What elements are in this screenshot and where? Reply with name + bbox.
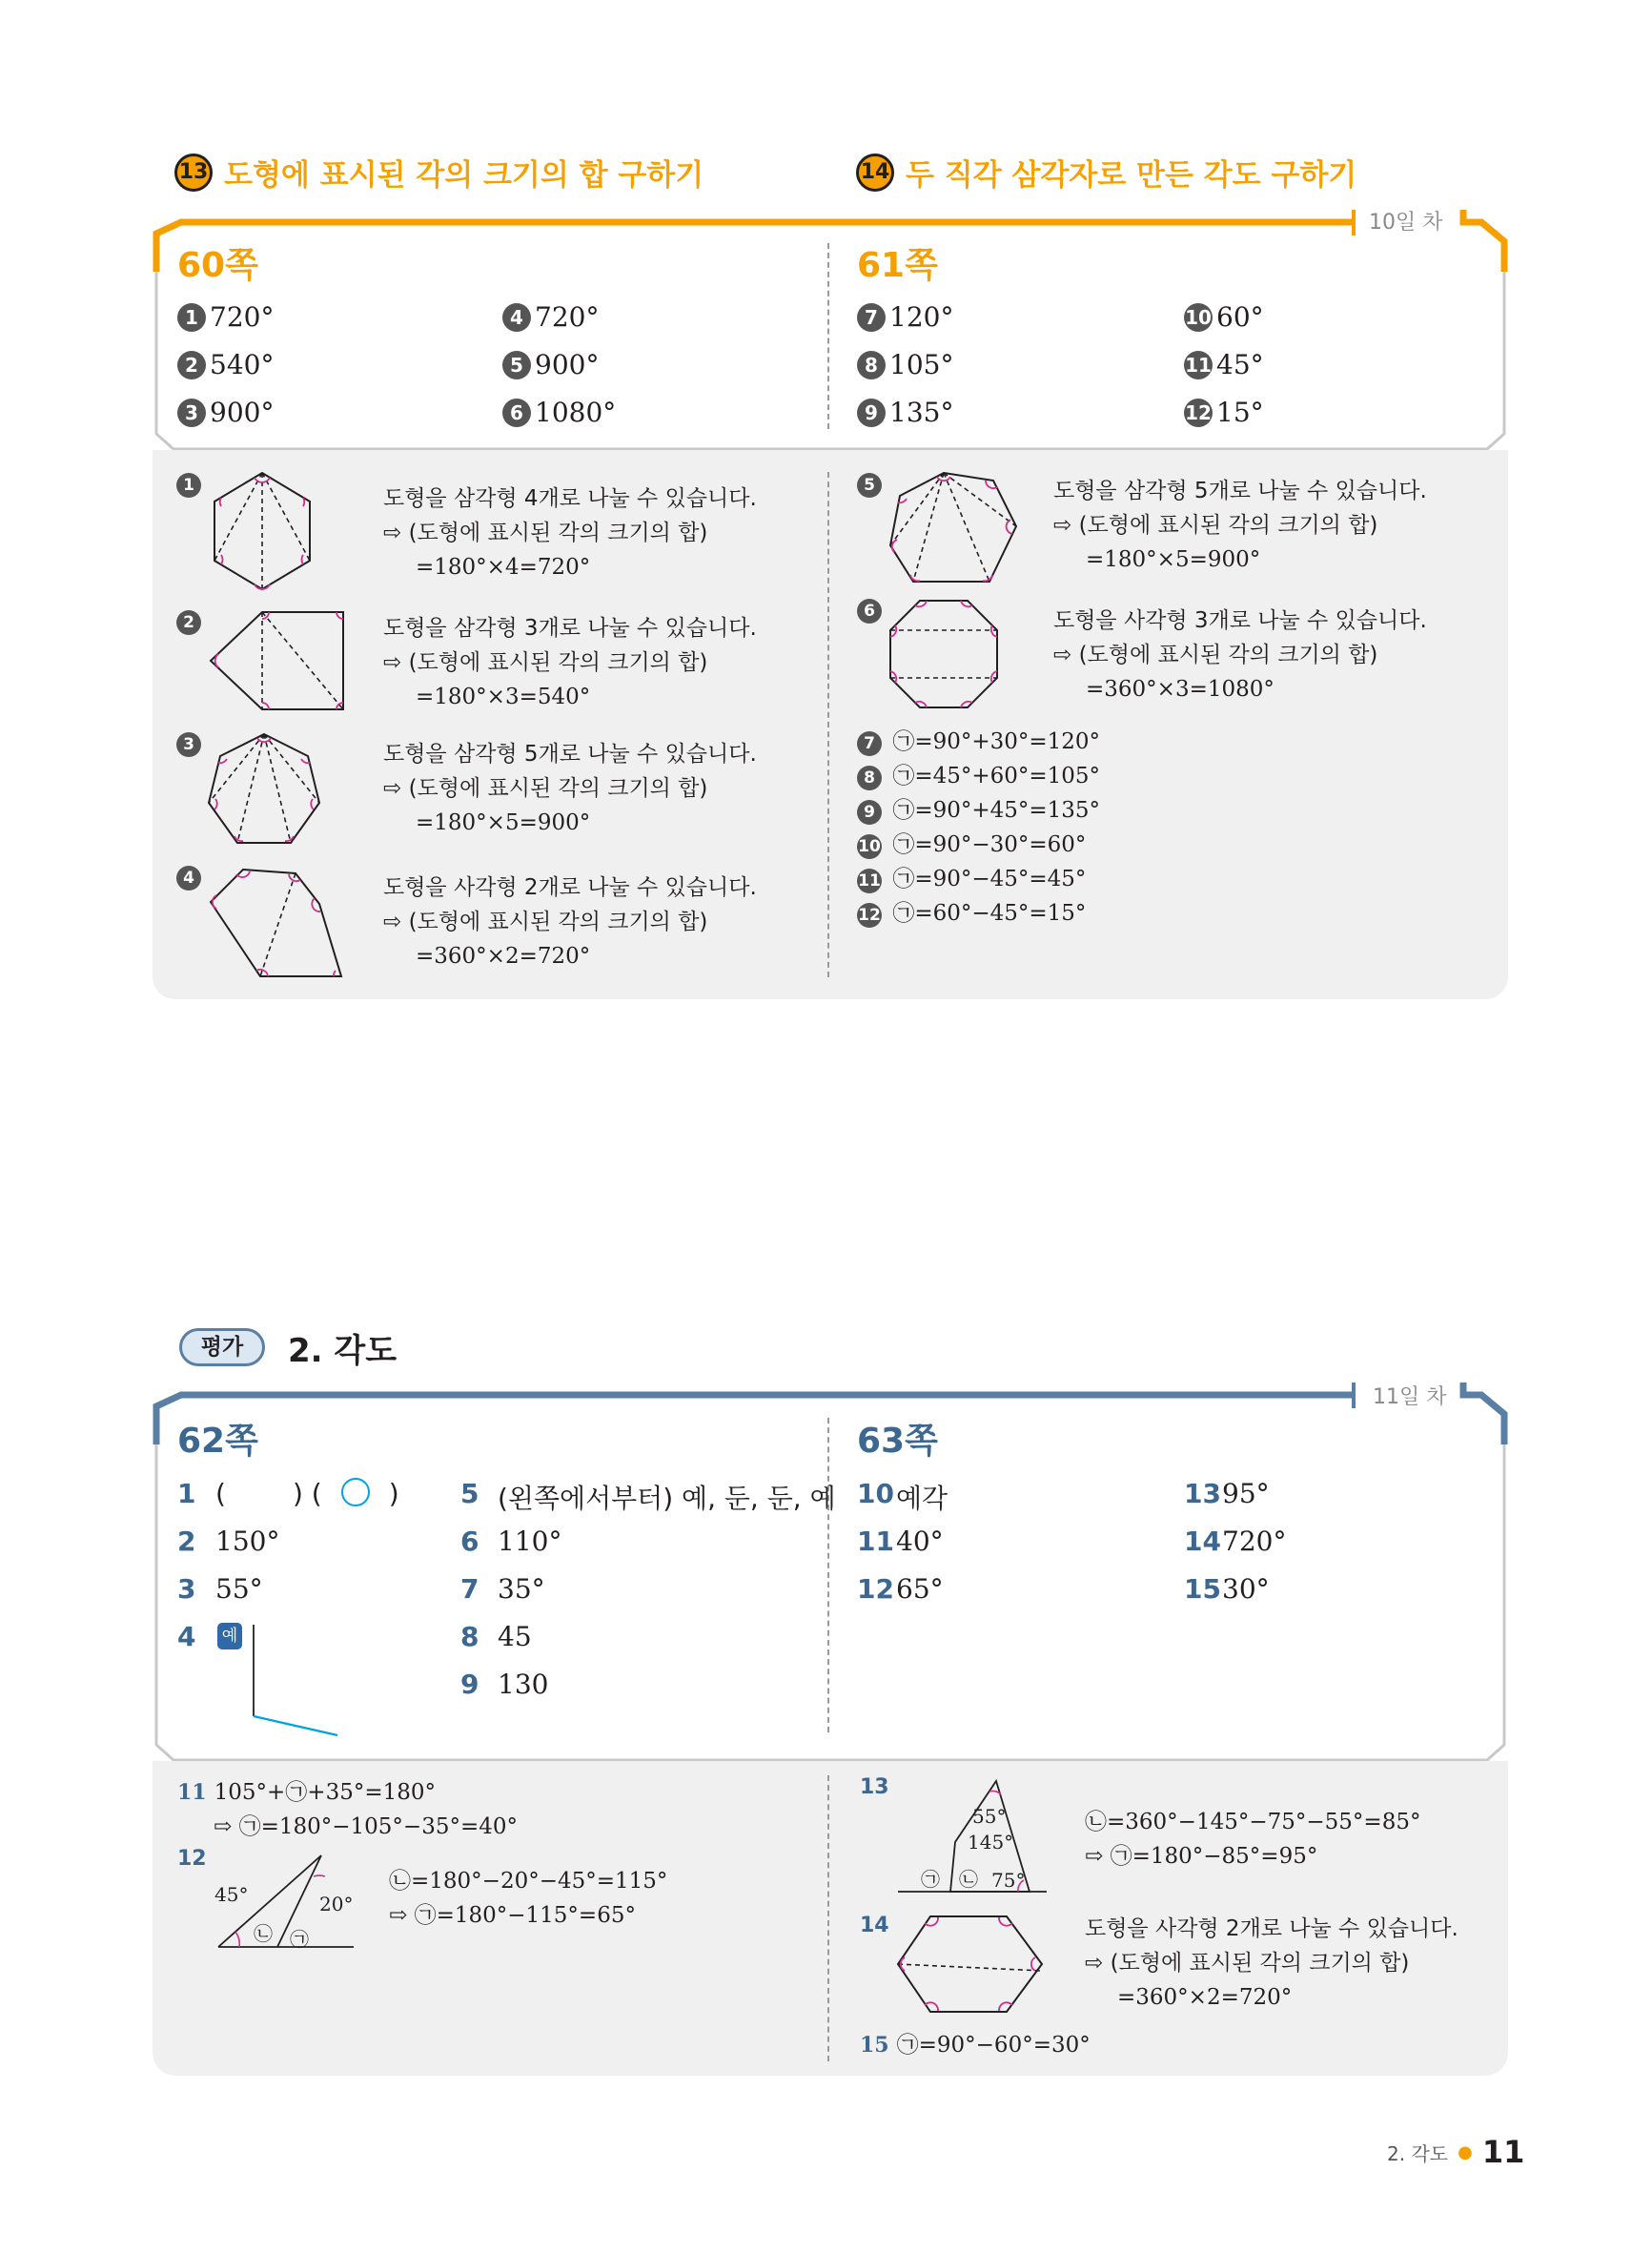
- calc-12: [857, 896, 1100, 931]
- q5-number: 5: [460, 1478, 479, 1509]
- q13-answer: 95°: [1222, 1478, 1270, 1509]
- exp-line: ㉡=180°−20°−45°=115°: [389, 1869, 668, 1894]
- exp-number-3: 3: [176, 732, 201, 757]
- exp-6-text: [1053, 604, 1427, 707]
- exp-2-text: [383, 611, 757, 714]
- q13-number: 13: [1184, 1478, 1221, 1509]
- answer-8: [857, 349, 953, 380]
- exp-line: ⇨ ㉠=180°−85°=95°: [1085, 1844, 1318, 1869]
- calc-11: [857, 862, 1100, 896]
- q12-number: 12: [857, 1573, 894, 1605]
- example-tag: 예: [217, 1623, 242, 1649]
- footer-dot: ●: [1458, 2141, 1473, 2162]
- answer-6: [502, 397, 616, 428]
- calc-text: ㉠=90°−45°=45°: [892, 867, 1087, 891]
- page-61-label: 61쪽: [857, 246, 938, 285]
- symbol-nieun-13: ㉡: [959, 1868, 978, 1891]
- exp-line: 도형을 사각형 3개로 나눌 수 있습니다.: [1053, 608, 1427, 633]
- exp-line: =180°×4=720°: [416, 555, 591, 580]
- calc-number: 7: [857, 731, 882, 756]
- day-tag-10: 10일 차: [1369, 211, 1443, 235]
- answer-divider: [827, 243, 829, 429]
- page-63-label: 63쪽: [857, 1422, 938, 1461]
- q6-answer: 110°: [498, 1526, 562, 1557]
- answer-number: 12: [1184, 399, 1213, 427]
- exp-line: =180°×5=900°: [416, 810, 591, 835]
- circle-mark: [341, 1478, 370, 1506]
- calc-number: 8: [857, 766, 882, 790]
- exp-line: =180°×3=540°: [416, 685, 591, 709]
- answer-number: 9: [857, 399, 886, 427]
- angle-145-label: 145°: [968, 1831, 1014, 1854]
- exp-line: 105°+㉠+35°=180°: [214, 1780, 437, 1805]
- exp-line: =180°×5=900°: [1086, 547, 1261, 572]
- paren: (: [215, 1478, 226, 1509]
- exp-number-2: 2: [176, 610, 201, 635]
- figure-irregular-hexagon: [205, 864, 348, 980]
- exp-number: 15: [860, 2033, 889, 2058]
- eval-badge: 평가: [179, 1328, 265, 1366]
- q8-number: 8: [460, 1621, 479, 1652]
- answer-value: 135°: [889, 397, 954, 428]
- exp-number: 11: [177, 1780, 207, 1805]
- exp-line: =360°×2=720°: [1117, 1985, 1293, 2010]
- section-14-title: 두 직각 삼각자로 만든 각도 구하기: [906, 158, 1357, 193]
- figure-heptagon-2: [887, 469, 1020, 588]
- exp-line: ⇨ (도형에 표시된 각의 크기의 합): [383, 521, 708, 545]
- answer-box-frame-orange: [143, 205, 1516, 453]
- exp-12-number: 12: [177, 1847, 207, 1871]
- answer-value: 720°: [535, 301, 600, 333]
- eval-answer-divider: [827, 1418, 829, 1732]
- q9-answer: 130: [498, 1669, 549, 1700]
- q15-answer: 30°: [1222, 1573, 1270, 1605]
- exp-1-text: [383, 481, 757, 584]
- exp-11: [177, 1775, 518, 1844]
- calc-number: 10: [857, 834, 882, 859]
- answer-number: 4: [502, 303, 531, 332]
- calc-text: ㉠=90°+45°=135°: [892, 798, 1101, 823]
- calc-7: [857, 725, 1100, 759]
- answer-9: [857, 397, 953, 428]
- section-13-header: [174, 151, 704, 194]
- exp-12-text: [389, 1864, 667, 1933]
- page-60-label: 60쪽: [177, 246, 258, 285]
- exp-line: ㉠=90°−60°=30°: [896, 2033, 1091, 2058]
- footer: [1387, 2134, 1524, 2170]
- q14-answer: 720°: [1222, 1526, 1287, 1557]
- angle-20-label: 20°: [319, 1893, 354, 1915]
- section-13-title: 도형에 표시된 각의 크기의 합 구하기: [224, 158, 704, 193]
- eval-explanation-divider: [827, 1775, 829, 2061]
- answer-number: 6: [502, 399, 531, 427]
- answer-value: 540°: [210, 349, 275, 380]
- figure-heptagon: [205, 730, 324, 850]
- figure-hexagon-14: [894, 1912, 1047, 2017]
- exp-number-1: 1: [176, 473, 201, 498]
- exp-number-6: 6: [857, 599, 882, 624]
- answer-value: 120°: [889, 301, 954, 333]
- exp-line: 도형을 삼각형 3개로 나눌 수 있습니다.: [383, 616, 757, 641]
- exp-line: ㉡=360°−145°−75°−55°=85°: [1085, 1810, 1421, 1834]
- exp-line: ⇨ ㉠=180°−115°=65°: [389, 1903, 636, 1928]
- exp-line: ⇨ (도형에 표시된 각의 크기의 합): [1053, 643, 1378, 667]
- q9-number: 9: [460, 1669, 479, 1700]
- q1-answer: [215, 1478, 399, 1509]
- answer-value: 105°: [889, 349, 954, 380]
- answer-box-frame-blue: [143, 1378, 1516, 1764]
- exp-line: 도형을 삼각형 4개로 나눌 수 있습니다.: [383, 486, 757, 511]
- exp-line: 도형을 사각형 2개로 나눌 수 있습니다.: [383, 875, 757, 900]
- q6-number: 6: [460, 1526, 479, 1557]
- calc-text: ㉠=45°+60°=105°: [892, 764, 1101, 789]
- exp-line: ⇨ (도형에 표시된 각의 크기의 합): [383, 650, 708, 675]
- answer-number: 7: [857, 303, 886, 332]
- answer-value: 900°: [210, 397, 275, 428]
- q14-number: 14: [1184, 1526, 1221, 1557]
- exp-number-5: 5: [857, 473, 882, 498]
- answer-10: [1184, 301, 1264, 333]
- exp-line: 도형을 삼각형 5개로 나눌 수 있습니다.: [1053, 479, 1427, 503]
- exp-line: ⇨ (도형에 표시된 각의 크기의 합): [1085, 1951, 1410, 1976]
- q12-answer: 65°: [896, 1573, 944, 1605]
- exp-line: =360°×3=1080°: [1086, 677, 1275, 702]
- exp-line: ⇨ (도형에 표시된 각의 크기의 합): [383, 910, 708, 934]
- exp-line: ⇨ (도형에 표시된 각의 크기의 합): [1053, 513, 1378, 538]
- calc-text: ㉠=90°+30°=120°: [892, 729, 1101, 754]
- answer-value: 45°: [1216, 349, 1264, 380]
- figure-octagon: [887, 597, 1001, 711]
- answer-1: [177, 301, 274, 333]
- footer-page-number: 11: [1481, 2134, 1525, 2170]
- answer-value: 900°: [535, 349, 600, 380]
- calc-text: ㉠=60°−45°=15°: [892, 901, 1087, 926]
- answer-number: 1: [177, 303, 206, 332]
- calc-text: ㉠=90°−30°=60°: [892, 832, 1087, 857]
- explanation-divider: [827, 472, 829, 977]
- section-14-badge: 14: [856, 154, 894, 192]
- exp-line: =360°×2=720°: [416, 944, 591, 969]
- answer-12: [1184, 397, 1264, 428]
- answer-2: [177, 349, 274, 380]
- q5-answer: (왼쪽에서부터) 예, 둔, 둔, 예: [498, 1483, 836, 1514]
- paren: ): [388, 1478, 399, 1509]
- section-14-header: [856, 151, 1356, 194]
- symbol-nieun: ㉡: [254, 1922, 273, 1945]
- exp-15: [860, 2027, 1091, 2058]
- answer-number: 5: [502, 351, 531, 379]
- calc-9: [857, 793, 1100, 828]
- footer-chapter: 2. 각도: [1387, 2141, 1449, 2165]
- exp-line: ⇨ ㉠=180°−105°−35°=40°: [214, 1814, 519, 1839]
- q10-answer: 예각: [896, 1483, 948, 1514]
- exp-14-text: [1085, 1912, 1458, 2015]
- calc-number: 12: [857, 903, 882, 928]
- symbol-giyeok: ㉠: [290, 1928, 309, 1951]
- answer-7: [857, 301, 953, 333]
- eval-title: 2. 각도: [288, 1332, 398, 1370]
- q4-number: 4: [177, 1621, 196, 1652]
- day-tag-11: 11일 차: [1373, 1385, 1447, 1409]
- answer-3: [177, 397, 274, 428]
- exp-13-number: 13: [860, 1775, 889, 1799]
- exp-line: 도형을 사각형 2개로 나눌 수 있습니다.: [1085, 1916, 1458, 1941]
- answer-value: 720°: [210, 301, 275, 333]
- figure-hexagon: [205, 469, 319, 593]
- exp-14-number: 14: [860, 1914, 889, 1937]
- exp-5-text: [1053, 474, 1427, 577]
- section-13-badge: 13: [174, 154, 213, 192]
- answer-number: 2: [177, 351, 206, 379]
- answer-4: [502, 301, 599, 333]
- figure-pentagon: [205, 608, 348, 713]
- answer-number: 10: [1184, 303, 1213, 332]
- symbol-giyeok-13: ㉠: [921, 1868, 940, 1891]
- calc-10: [857, 828, 1100, 862]
- exp-4-text: [383, 870, 757, 973]
- calc-list: [857, 725, 1100, 931]
- q1-number: 1: [177, 1478, 196, 1509]
- angle-75-label: 75°: [991, 1869, 1026, 1892]
- paren: ) (: [292, 1478, 322, 1509]
- q7-answer: 35°: [498, 1573, 545, 1605]
- q10-number: 10: [857, 1478, 894, 1509]
- exp-line: ⇨ (도형에 표시된 각의 크기의 합): [383, 776, 708, 801]
- exp-line: 도형을 삼각형 5개로 나눌 수 있습니다.: [383, 742, 757, 767]
- q3-answer: 55°: [215, 1573, 263, 1605]
- angle-45-label: 45°: [214, 1883, 249, 1906]
- answer-value: 1080°: [535, 397, 617, 428]
- exp-3-text: [383, 737, 757, 840]
- figure-acute-angle: [246, 1621, 341, 1740]
- q7-number: 7: [460, 1573, 479, 1605]
- answer-number: 3: [177, 399, 206, 427]
- q11-answer: 40°: [896, 1526, 944, 1557]
- calc-number: 11: [857, 869, 882, 893]
- page-62-label: 62쪽: [177, 1422, 258, 1461]
- q3-number: 3: [177, 1573, 196, 1605]
- calc-number: 9: [857, 800, 882, 825]
- q2-number: 2: [177, 1526, 196, 1557]
- answer-11: [1184, 349, 1264, 380]
- answer-value: 15°: [1216, 397, 1264, 428]
- angle-55-label: 55°: [972, 1805, 1007, 1828]
- calc-8: [857, 759, 1100, 793]
- q2-answer: 150°: [215, 1526, 280, 1557]
- exp-13-text: [1085, 1805, 1420, 1874]
- answer-value: 60°: [1216, 301, 1264, 333]
- exp-number-4: 4: [176, 866, 201, 891]
- answer-number: 8: [857, 351, 886, 379]
- answer-5: [502, 349, 599, 380]
- q15-number: 15: [1184, 1573, 1221, 1605]
- q8-answer: 45: [498, 1621, 532, 1652]
- answer-number: 11: [1184, 351, 1213, 379]
- q11-number: 11: [857, 1526, 894, 1557]
